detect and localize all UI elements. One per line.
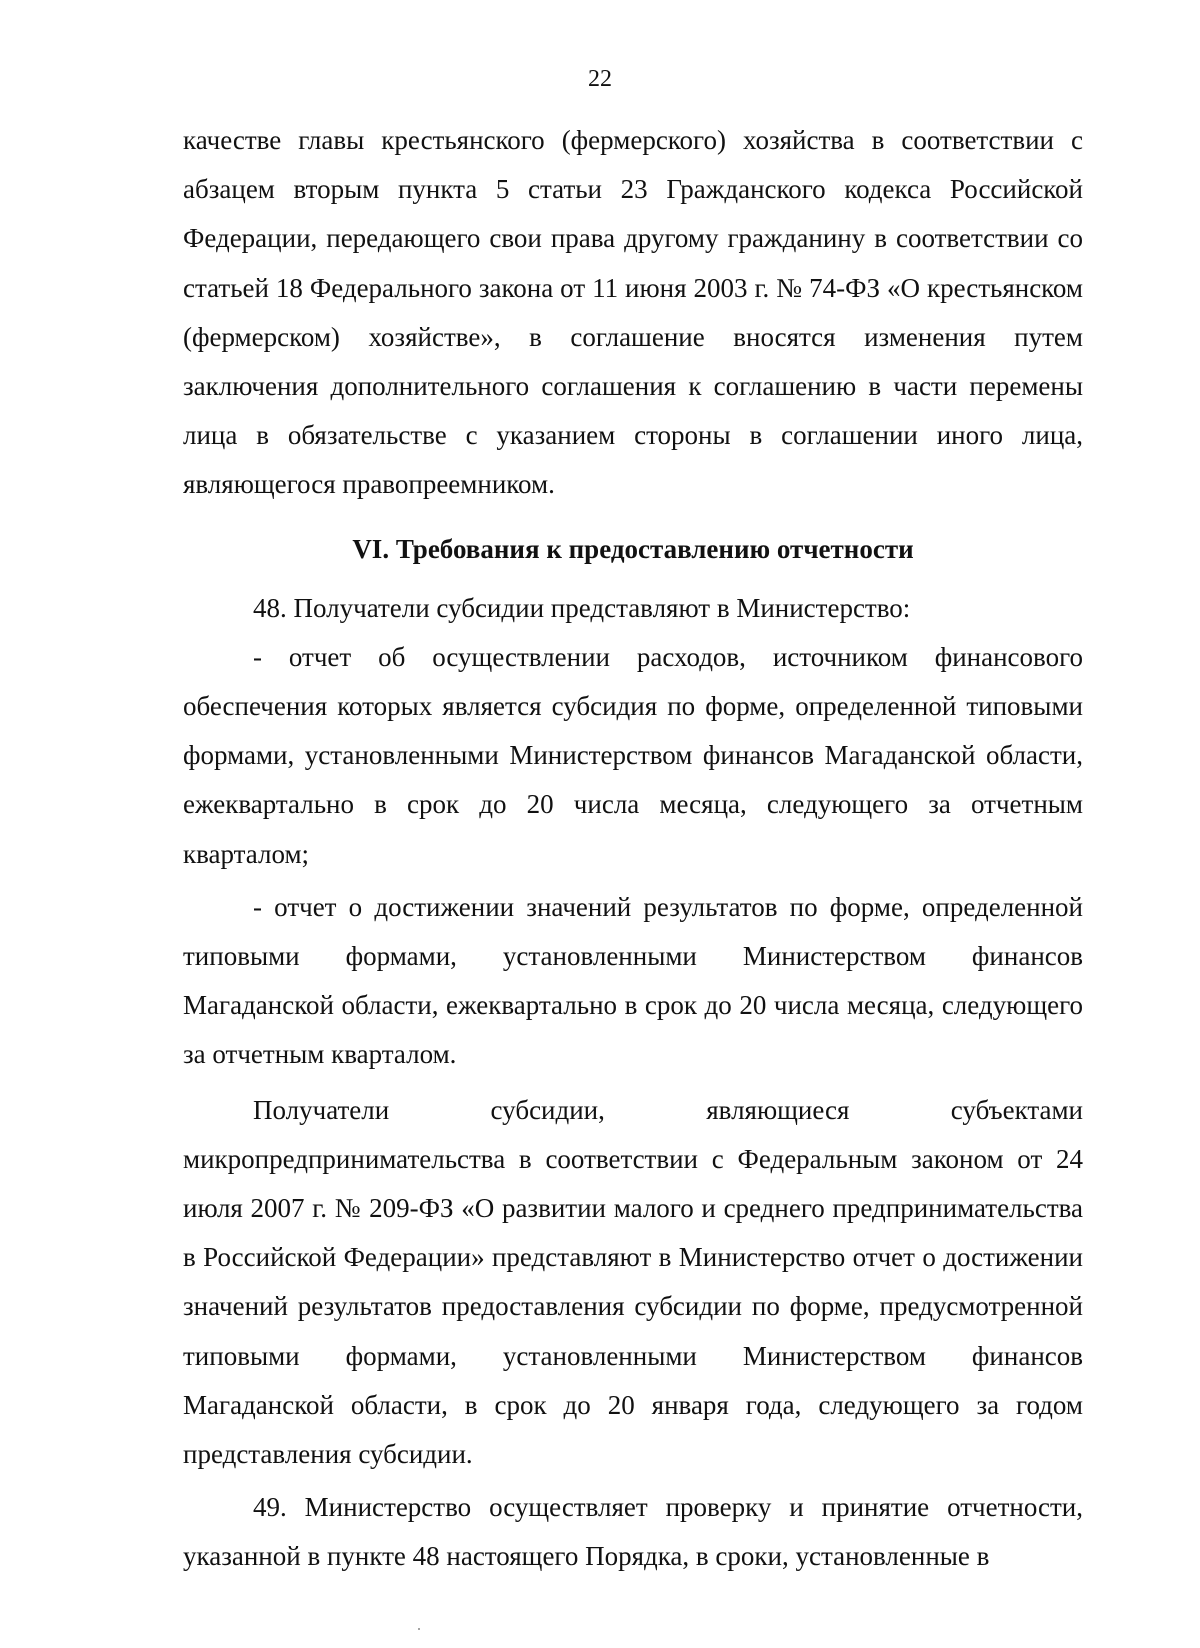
item-48-bullet-1: - отчет об осуществлении расходов, источником финансового обеспечения которых является субсидия по форме, определенной типовыми формами, установленными Министерством финансов Магаданской области, ежеквартально в срок до 20 числа месяца, следующего за отчетным кварталом; xyxy=(183,641,1083,869)
section-heading: VI. Требования к предоставлению отчетности xyxy=(352,533,914,564)
item-48-micro-paragraph: Получатели субсидии, являющиеся субъектами микропредпринимательства в соответствии с Федеральным законом от 24 июля 2007 г. № 209-ФЗ «О развитии малого и среднего предпринимательства в Российской Федерации» представляют в Министерство отчет о достижении значений результатов предоставления субсидии по форме, предусмотренной типовыми формами, установленными Министерством финансов Магаданской области, в срок до 20 января года, следующего за годом представления субсидии. xyxy=(183,1094,1083,1470)
opening-paragraph: качестве главы крестьянского (фермерского) хозяйства в соответствии с абзацем вторым пункта 5 статьи 23 Гражданского кодекса Российской Федерации, передающего свои права другому гражданину в соответствии со статьей 18 Федерального закона от 11 июня 2003 г. № 74-ФЗ «О крестьянском (фермерском) хозяйстве», в соглашение вносятся изменения путем заключения дополнительного соглашения к соглашению в части перемены лица в обязательстве с указанием стороны в соглашении иного лица, являющегося правопреемником. xyxy=(183,125,1083,500)
item-48-intro: 48. Получатели субсидии представляют в Министерство: xyxy=(253,592,911,623)
document-body xyxy=(183,116,1083,1582)
item-48-bullet-2: - отчет о достижении значений результатов по форме, определенной типовыми формами, установленными Министерством финансов Магаданской области, ежеквартально в срок до 20 числа месяца, следующего за отчетным кварталом. xyxy=(183,891,1083,1070)
page-number: 22 xyxy=(588,66,612,92)
scan-artifact xyxy=(418,1628,420,1630)
item-49: 49. Министерство осуществляет проверку и принятие отчетности, указанной в пункте 48 настоящего Порядка, в сроки, установленные в xyxy=(183,1492,1083,1572)
